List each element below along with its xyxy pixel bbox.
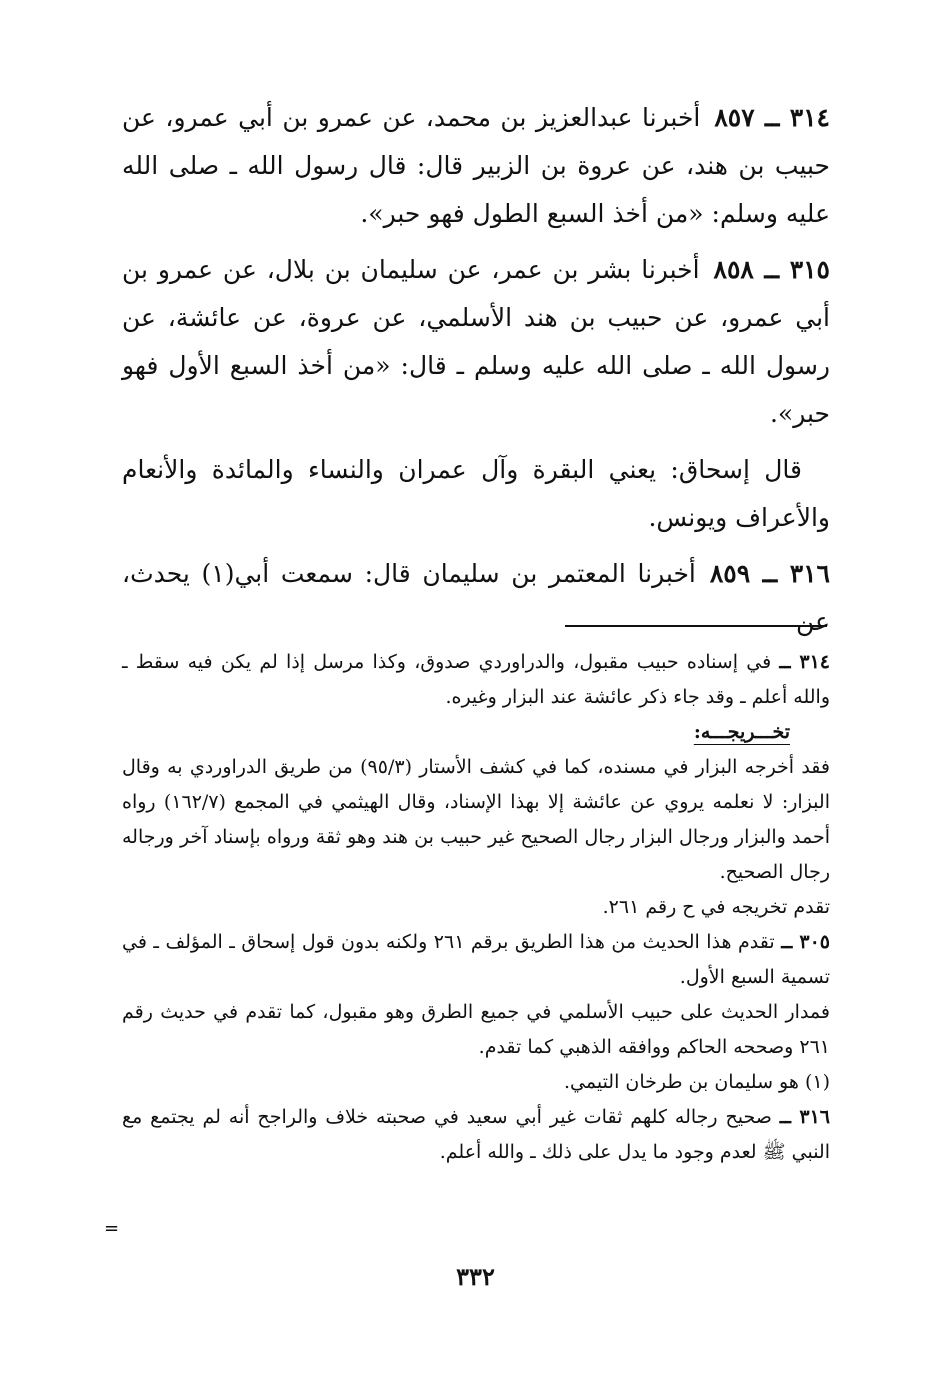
hadith-text <box>122 94 830 238</box>
footnote-number: ٣٠٥ ــ <box>781 931 831 953</box>
footnote-text: صحيح رجاله كلهم ثقات غير أبي سعيد في صحبته خلاف والراجح أنه لم يجتمع مع النبي ﷺ لعدم وجود ما يدل على ذلك ـ والله أعلم. <box>122 1106 830 1163</box>
hadith-number: ٣١٦ ــ ٨٥٩ <box>709 559 830 588</box>
footnote-number: ٣١٦ ــ <box>779 1106 831 1128</box>
footnote-1 <box>122 1065 830 1100</box>
hadith-text <box>122 246 830 438</box>
takhrij-text: فقد أخرجه البزار في مسنده، كما في كشف الأستار (٩٥/٣) من طريق الدراوردي به وقال البزار: لا نعلمه يروي عن عائشة إلا بهذا الإسناد، وقال الهيثمي في المجمع (١٦٢/٧) رواه أحمد والبزار ورجال البزار رجال الصحيح غير حبيب بن هند وهو ثقة ورواه بإسناد آخر ورجاله رجال الصحيح. <box>122 756 830 883</box>
takhrij-heading: تخـــريجـــه: <box>693 721 790 743</box>
takhrij-reference: تقدم تخريجه في ح رقم ٢٦١. <box>602 896 830 918</box>
footnote-number: (١) <box>804 1071 830 1093</box>
footnote-305-continued: فمدار الحديث على حبيب الأسلمي في جميع الطرق وهو مقبول، كما تقدم في حديث رقم ٢٦١ وصححه الحاكم ووافقه الذهبي كما تقدم. <box>122 1001 830 1058</box>
hadith-body: أخبرنا المعتمر بن سليمان قال: سمعت أبي(١) يحدث، عن <box>122 559 830 636</box>
footnote-text: في إسناده حبيب مقبول، والدراوردي صدوق، وكذا مرسل إذا لم يكن فيه سقط ـ والله أعلم ـ وقد جاء ذكر عائشة عند البزار وغيره. <box>122 651 830 708</box>
footnote-305 <box>122 925 830 995</box>
footnote-number: ٣١٤ ــ <box>779 651 830 673</box>
footnote-divider <box>565 625 827 627</box>
footnotes <box>122 645 830 1170</box>
footnote-text: تقدم هذا الحديث من هذا الطريق برقم ٢٦١ ولكنه بدون قول إسحاق ـ المؤلف ـ في تسمية السبع الأول. <box>122 931 830 988</box>
hadith-entry <box>122 246 830 438</box>
main-text <box>122 94 830 654</box>
hadith-entry <box>122 94 830 238</box>
page-number: ٣٣٢ <box>456 1262 495 1291</box>
hadith-number: ٣١٥ ــ ٨٥٨ <box>713 255 830 284</box>
hadith-number: ٣١٤ ــ ٨٥٧ <box>714 103 830 132</box>
ishaq-comment: قال إسحاق: يعني البقرة وآل عمران والنساء والمائدة والأنعام والأعراف ويونس. <box>122 455 830 532</box>
takhrij-heading-line <box>122 715 830 750</box>
footnote-text: هو سليمان بن طرخان التيمي. <box>563 1071 799 1093</box>
footnote-316 <box>122 1100 830 1170</box>
footnote-314 <box>122 645 830 715</box>
hadith-body: أخبرنا بشر بن عمر، عن سليمان بن بلال، عن عمرو بن أبي عمرو، عن حبيب بن هند الأسلمي، عن عروة، عن عائشة، عن رسول الله ـ صلى الله عليه وسلم ـ قال: «من أخذ السبع الأول فهو حبر». <box>122 255 830 428</box>
hadith-entry <box>122 550 830 646</box>
hadith-body: أخبرنا عبدالعزيز بن محمد، عن عمرو بن أبي عمرو، عن حبيب بن هند، عن عروة بن الزبير قال: قال رسول الله ـ صلى الله عليه وسلم: «من أخذ السبع الطول فهو حبر». <box>122 103 830 228</box>
continuation-mark: = <box>104 1218 120 1239</box>
hadith-text <box>122 550 830 646</box>
